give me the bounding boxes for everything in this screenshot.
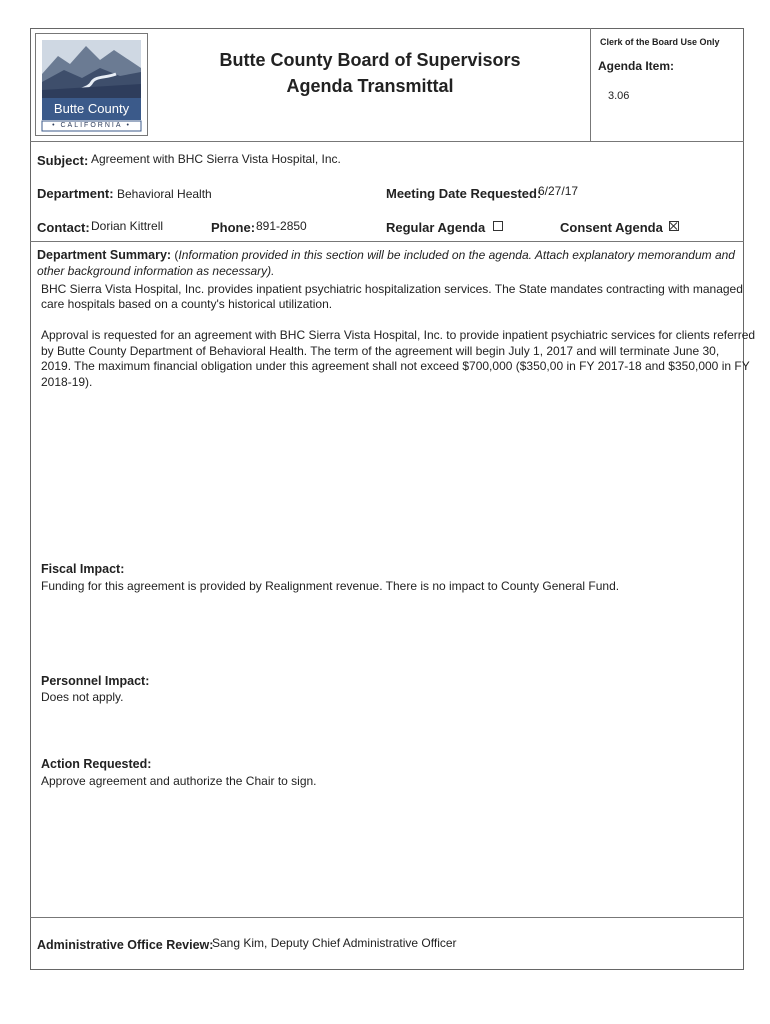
regular-agenda-label: Regular Agenda — [386, 220, 486, 235]
fiscal-impact-text: Funding for this agreement is provided by Realignment revenue. There is no impact to County General Fund. — [41, 579, 620, 593]
meeting-date-label: Meeting Date Requested: — [386, 186, 542, 201]
summary-p1-line2: care hospitals based on a county's historical utilization. — [41, 297, 333, 311]
agenda-item-label: Agenda Item: — [598, 59, 675, 73]
page-title: Butte County Board of Supervisors — [219, 50, 521, 70]
county-logo — [35, 33, 148, 136]
clerk-use-label: Clerk of the Board Use Only — [600, 37, 720, 47]
summary-instruction-line2: other background information as necessary). — [37, 264, 275, 278]
logo-county-name: Butte County — [53, 101, 130, 116]
logo-state-name: • CALIFORNIA • — [52, 122, 131, 129]
personnel-impact-label: Personnel Impact: — [41, 674, 150, 688]
subject-label: Subject: — [37, 153, 89, 168]
department-value: Behavioral Health — [117, 187, 212, 201]
action-requested-text: Approve agreement and authorize the Chair to sign. — [41, 774, 317, 788]
fields-bottom-rule — [30, 241, 744, 242]
page-subtitle: Agenda Transmittal — [286, 76, 454, 96]
summary-label: Department Summary: — [37, 248, 172, 262]
action-requested-label: Action Requested: — [41, 757, 152, 771]
fiscal-impact-label: Fiscal Impact: — [41, 562, 125, 576]
admin-review-label: Administrative Office Review: — [37, 938, 214, 952]
phone-value: 891-2850 — [256, 219, 307, 233]
consent-agenda-label: Consent Agenda — [560, 220, 663, 235]
subject-value: Agreement with BHC Sierra Vista Hospital, Inc. — [91, 152, 341, 166]
review-top-rule — [30, 917, 744, 918]
meeting-date-value: 6/27/17 — [538, 184, 579, 198]
regular-agenda-checkbox[interactable] — [493, 221, 503, 231]
form-frame — [30, 28, 744, 970]
header-bottom-rule — [30, 141, 744, 142]
personnel-impact-text: Does not apply. — [41, 690, 124, 704]
contact-label: Contact: — [37, 220, 90, 235]
department-label: Department: — [37, 186, 114, 201]
contact-value: Dorian Kittrell — [91, 219, 164, 233]
logo-state-text: CALIFORNIA — [60, 122, 123, 129]
admin-review-value: Sang Kim, Deputy Chief Administrative Officer — [212, 936, 457, 950]
summary-heading — [37, 248, 737, 264]
summary-p1-line1: BHC Sierra Vista Hospital, Inc. provides inpatient psychiatric hospitalization services. The State mandates contracting with managed — [41, 282, 743, 296]
consent-agenda-checkbox[interactable] — [669, 221, 679, 231]
summary-p2-line2: by Butte County Department of Behavioral Health. The term of the agreement will begin July 1, 2017 and will terminate June 30, — [41, 344, 720, 358]
summary-p2-line3: 2019. The maximum financial obligation under this agreement shall not exceed $700,000 ($350,00 in FY 2017-18 and $350,000 in FY — [41, 359, 750, 373]
summary-instruction-line1: Information provided in this section will be included on the agenda. Attach explanatory memorandum and — [178, 248, 735, 262]
header-divider — [590, 28, 591, 142]
agenda-item-value: 3.06 — [608, 90, 630, 102]
summary-instruction-paren: ( — [174, 248, 179, 262]
summary-p2-line4: 2018-19). — [41, 375, 93, 389]
summary-p2-line1: Approval is requested for an agreement with BHC Sierra Vista Hospital, Inc. to provide inpatient psychiatric services for clients referred — [41, 328, 756, 342]
phone-label: Phone: — [211, 220, 256, 235]
